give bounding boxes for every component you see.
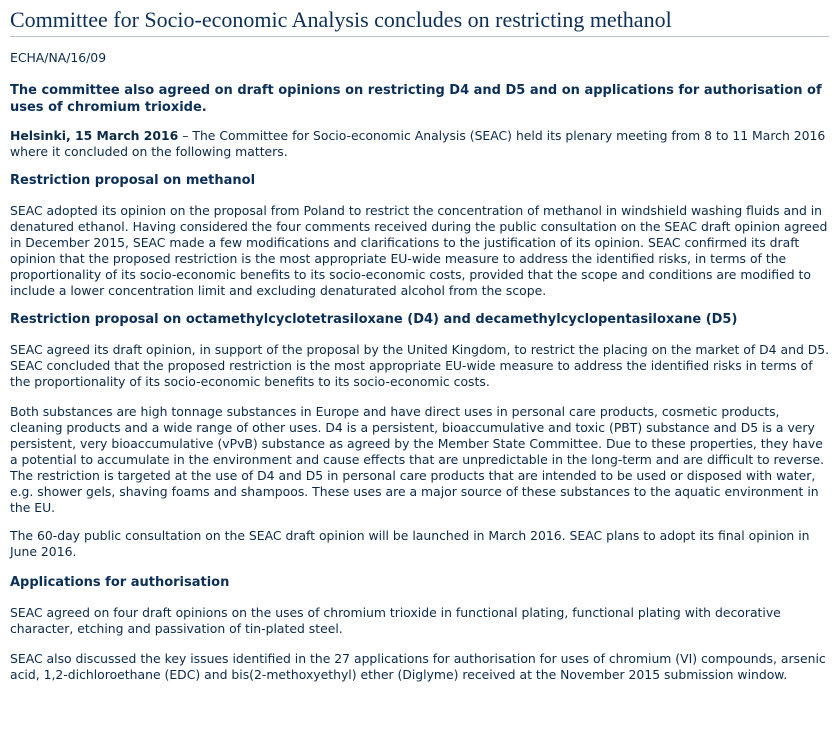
press-reference: ECHA/NA/16/09 <box>10 50 107 65</box>
section-heading-methanol: Restriction proposal on methanol <box>10 173 256 188</box>
authorisation-paragraph-2: SEAC also discussed the key issues identified in the 27 applications for authorisation for uses of chromium (VI) compounds, arsenic acid, 1,2-dichloroethane (EDC) and bis(2-methoxyethyl) ether (Diglyme) received at the November 2015 submission window. <box>10 651 826 682</box>
dateline: Helsinki, 15 March 2016 <box>10 128 179 143</box>
section-heading-d4-d5: Restriction proposal on octamethylcyclotetrasiloxane (D4) and decamethylcyclopentasiloxane (D5) <box>10 312 738 327</box>
intro-text: – The Committee for Socio-economic Analysis (SEAC) held its plenary meeting from 8 to 11 March 2016 where it concluded on the following matters. <box>10 128 826 159</box>
article-body <box>10 50 832 695</box>
article-lead: The committee also agreed on draft opinions on restricting D4 and D5 and on applications for authorisation of uses of chromium trioxide. <box>10 83 822 115</box>
methanol-paragraph: SEAC adopted its opinion on the proposal from Poland to restrict the concentration of methanol in windshield washing fluids and in denatured ethanol. Having considered the four comments received during the public consultation on the SEAC draft opinion agreed in December 2015, SEAC made a few modifications and clarifications to the justification of its opinion. SEAC confirmed its draft opinion that the proposed restriction is the most appropriate EU-wide measure to address the identified risks, in terms of the proportionality of its socio-economic benefits to its socio-economic costs, provided that the scope and conditions are modified to include a lower concentration limit and excluding denaturated alcohol from the scope. <box>10 203 828 298</box>
d4-d5-paragraph-1: SEAC agreed its draft opinion, in support of the proposal by the United Kingdom, to restrict the placing on the market of D4 and D5. SEAC concluded that the proposed restriction is the most appropriate EU-wide measure to address the identified risks in terms of the proportionality of its socio-economic benefits to its socio-economic costs. <box>10 342 830 389</box>
authorisation-paragraph-1: SEAC agreed on four draft opinions on the uses of chromium trioxide in functional plating, functional plating with decorative character, etching and passivation of tin-plated steel. <box>10 605 781 636</box>
d4-d5-paragraph-3: The 60-day public consultation on the SEAC draft opinion will be launched in March 2016. SEAC plans to adopt its final opinion in June 2016. <box>10 528 810 559</box>
intro-paragraph <box>10 128 832 160</box>
section-heading-authorisation: Applications for authorisation <box>10 575 230 590</box>
article-title: Committee for Socio-economic Analysis concludes on restricting methanol <box>10 7 672 32</box>
title-divider <box>10 36 829 37</box>
d4-d5-paragraph-2: Both substances are high tonnage substances in Europe and have direct uses in personal care products, cosmetic products, cleaning products and a wide range of other uses. D4 is a persistent, bioaccumulative and toxic (PBT) substance and D5 is a very persistent, very bioaccumulative (vPvB) substance as agreed by the Member State Committee. Due to these properties, they have a potential to accumulate in the environment and cause effects that are unpredictable in the long-term and are difficult to reverse. The restriction is targeted at the use of D4 and D5 in personal care products that are intended to be used or disposed with water, e.g. shower gels, shaving foams and shampoos. These uses are a major source of these substances to the aquatic environment in the EU. <box>10 404 825 515</box>
